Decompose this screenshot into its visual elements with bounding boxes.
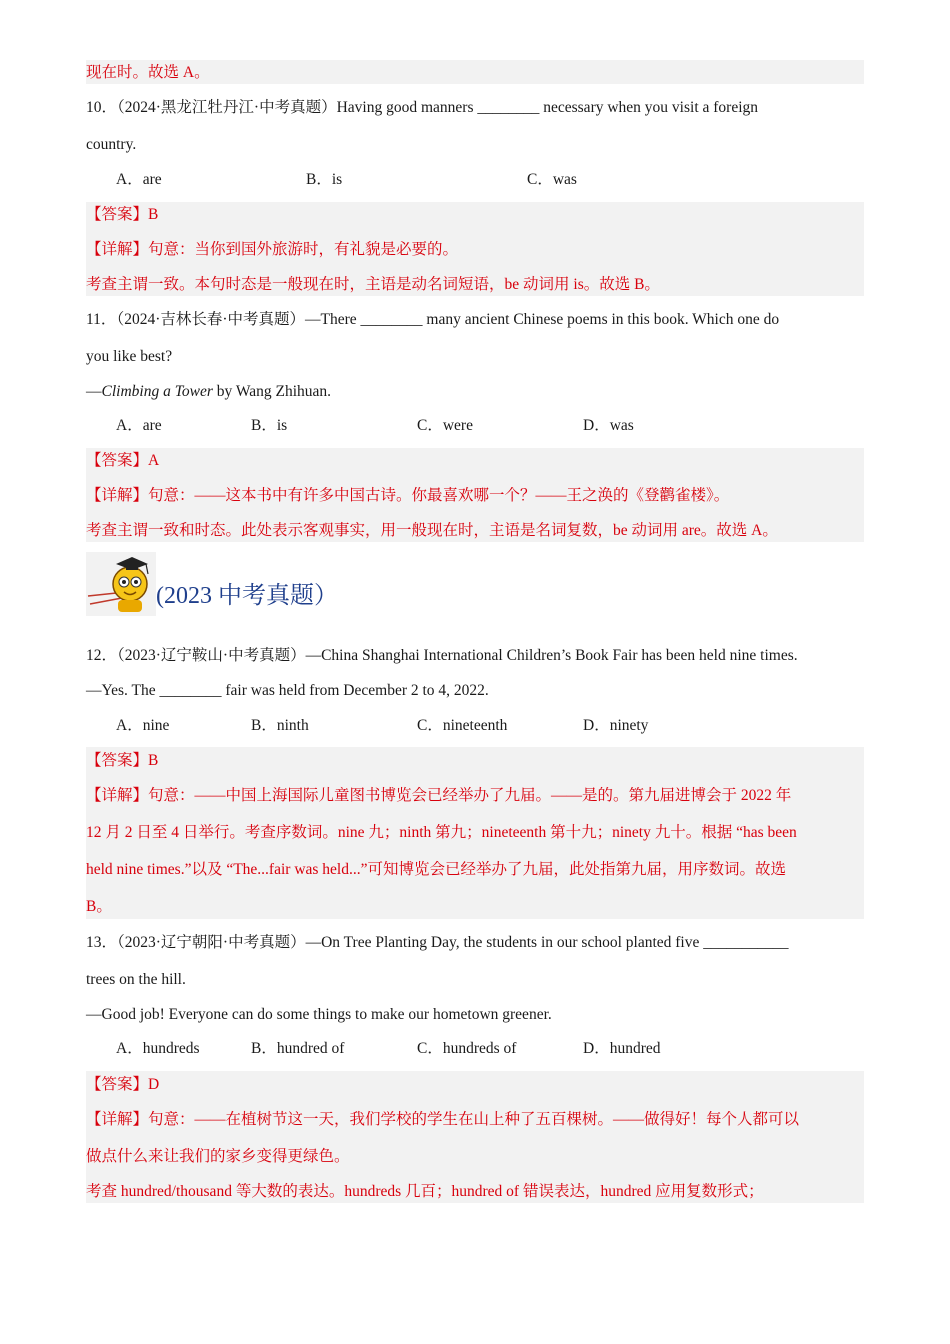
question-number: 12．: [86, 647, 118, 664]
option-a: A．are: [116, 417, 162, 434]
question-10-stem-continued: country.: [86, 136, 137, 153]
question-text: —On Tree Planting Day, the students in our school planted five ___________: [305, 934, 789, 951]
detail-line: 【详解】句意：——这本书中有许多中国古诗。你最喜欢哪一个？——王之涣的《登鹳雀楼》。: [86, 487, 730, 504]
question-source: （2024·吉林长春·中考真题）: [116, 311, 306, 328]
detail-line: 考查主谓一致和时态。此处表示客观事实，用一般现在时，主语是名词复数，be 动词用 are。故选 A。: [86, 522, 778, 539]
detail-line: 【详解】句意：当你到国外旅游时，有礼貌是必要的。: [86, 241, 459, 258]
question-number: 10．: [86, 99, 118, 116]
question-11-stem-continued: you like best?: [86, 348, 173, 365]
answer-line: 【答案】B: [86, 752, 159, 769]
option-b: B．hundred of: [251, 1040, 345, 1057]
option-c: C．were: [417, 417, 473, 434]
dash: —: [86, 383, 102, 400]
question-13-stem-continued: trees on the hill.: [86, 971, 186, 988]
detail-line: 【详解】句意：——在植树节这一天，我们学校的学生在山上种了五百棵树。——做得好！每个人都可以: [86, 1111, 800, 1128]
option-c: C．was: [527, 171, 577, 188]
answer-line: 【答案】A: [86, 452, 160, 469]
option-b: B．is: [306, 171, 343, 188]
detail-line: B。: [86, 898, 112, 915]
question-13-reply: —Good job! Everyone can do some things to make our hometown greener.: [86, 1006, 552, 1023]
option-d: D．was: [583, 417, 634, 434]
question-11-stem: [86, 310, 779, 330]
option-c: C．nineteenth: [417, 717, 508, 734]
option-c: C．hundreds of: [417, 1040, 517, 1057]
option-a: A．nine: [116, 717, 170, 734]
detail-line: 考查主谓一致。本句时态是一般现在时，主语是动名词短语，be 动词用 is。故选 B。: [86, 276, 660, 293]
question-number: 13．: [86, 934, 118, 951]
cartoon-scholar-mascot-icon: [86, 552, 156, 616]
question-12-stem-continued: —Yes. The ________ fair was held from December 2 to 4, 2022.: [86, 682, 489, 699]
question-source: （2023·辽宁鞍山·中考真题）: [117, 647, 306, 664]
continuation-line: 现在时。故选 A。: [86, 64, 210, 81]
option-a: A．are: [116, 171, 162, 188]
section-title: (2023 中考真题）: [156, 583, 338, 609]
reply-text: by Wang Zhihuan.: [212, 383, 332, 400]
option-b: B．is: [251, 417, 288, 434]
question-10-stem: [86, 98, 758, 118]
question-number: 11．: [86, 311, 117, 328]
question-13-stem: [86, 933, 789, 953]
option-d: D．ninety: [583, 717, 649, 734]
detail-line: held nine times.”以及 “The...fair was held...”可知博览会已经举办了九届，此处指第九届，用序数词。故选: [86, 861, 786, 878]
question-11-reply: [86, 382, 331, 402]
question-text: —China Shanghai International Children’s Book Fair has been held nine times.: [305, 647, 798, 664]
detail-line: 做点什么来让我们的家乡变得更绿色。: [86, 1148, 350, 1165]
question-text: —There ________ many ancient Chinese poems in this book. Which one do: [305, 311, 780, 328]
detail-line: 12 月 2 日至 4 日举行。考查序数词。nine 九；ninth 第九；nineteenth 第十九；ninety 九十。根据 “has been: [86, 824, 797, 841]
question-source: （2023·辽宁朝阳·中考真题）: [117, 934, 306, 951]
option-a: A．hundreds: [116, 1040, 200, 1057]
option-d: D．hundred: [583, 1040, 661, 1057]
detail-line: 【详解】句意：——中国上海国际儿童图书博览会已经举办了九届。——是的。第九届进博会于 2022 年: [86, 787, 792, 804]
question-source: （2024·黑龙江牡丹江·中考真题）: [117, 99, 337, 116]
option-b: B．ninth: [251, 717, 309, 734]
poem-title: Climbing a Tower: [101, 383, 213, 400]
answer-line: 【答案】B: [86, 206, 159, 223]
question-12-stem: [86, 646, 798, 666]
question-text: Having good manners ________ necessary when you visit a foreign: [336, 99, 759, 116]
answer-line: 【答案】D: [86, 1076, 160, 1093]
detail-line: 考查 hundred/thousand 等大数的表达。hundreds 几百；hundred of 错误表达，hundred 应用复数形式；: [86, 1183, 764, 1200]
